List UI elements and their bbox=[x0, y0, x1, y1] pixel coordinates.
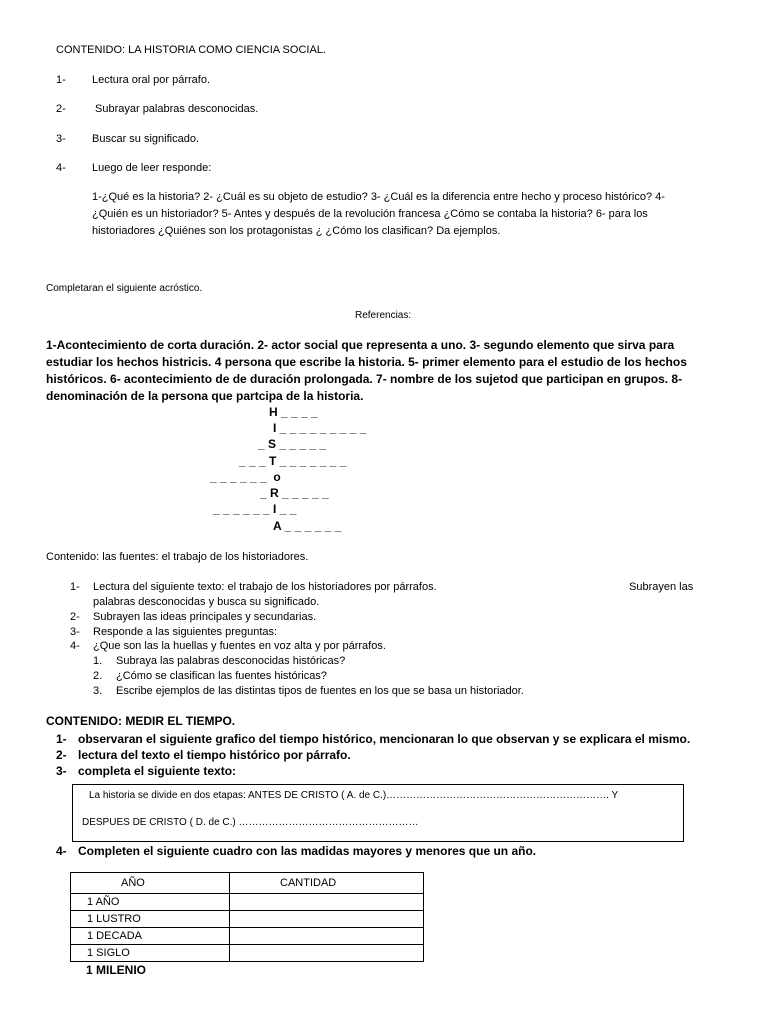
list-item: Completen el siguiente cuadro con las madidas mayores y menores que un año. bbox=[78, 844, 537, 858]
list-item: Luego de leer responde: bbox=[92, 162, 212, 174]
acrostic-row-i: I _ _ _ _ _ _ _ _ _ bbox=[273, 421, 367, 435]
sublist-item: ¿Cómo se clasifican las fuentes históricas? bbox=[116, 670, 327, 682]
sublist-number: 3. bbox=[93, 685, 103, 697]
reference-line: históricos. 6- acontecimiento de de duración prolongada. 7- nombre de los sujetod que participan en grupos. 8- bbox=[46, 372, 683, 386]
list-number: 1- bbox=[56, 732, 67, 746]
list-number: 2- bbox=[56, 103, 66, 115]
time-measures-table bbox=[70, 872, 424, 962]
list-number: 1- bbox=[70, 581, 80, 593]
table-cell-amount[interactable] bbox=[230, 894, 424, 911]
table-header-ano: AÑO bbox=[71, 873, 230, 894]
question-line: historiadores ¿Quiénes son los protagonistas ¿ ¿Cómo los clasifican? Da ejemplos. bbox=[92, 225, 501, 237]
section-title-fuentes: Contenido: las fuentes: el trabajo de los historiadores. bbox=[46, 551, 309, 563]
question-line: ¿Quién es un historiador? 5- Antes y después de la revolución francesa ¿Cómo se contaba la historia? 6- para los bbox=[92, 208, 648, 220]
list-number: 2- bbox=[56, 748, 67, 762]
list-item: Lectura oral por párrafo. bbox=[92, 74, 211, 86]
list-item: lectura del texto el tiempo histórico por párrafo. bbox=[78, 748, 351, 762]
section-title-historia: CONTENIDO: LA HISTORIA COMO CIENCIA SOCIAL. bbox=[56, 44, 326, 56]
table-cell-amount[interactable] bbox=[230, 911, 424, 928]
acrostic-row-h: H _ _ _ _ bbox=[269, 405, 318, 419]
list-item: Lectura del siguiente texto: el trabajo de los historiadores por párrafos. bbox=[93, 581, 437, 593]
list-item: Responde a las siguientes preguntas: bbox=[93, 626, 278, 638]
acrostic-row-i2: _ _ _ _ _ _ I _ _ bbox=[213, 502, 297, 516]
table-extra-milenio: 1 MILENIO bbox=[86, 963, 147, 977]
acrostic-row-s: _ S _ _ _ _ _ bbox=[258, 437, 327, 451]
list-number: 4- bbox=[70, 640, 80, 652]
list-number: 3- bbox=[56, 764, 67, 778]
sublist-number: 1. bbox=[93, 655, 103, 667]
list-item: completa el siguiente texto: bbox=[78, 764, 237, 778]
reference-line: 1-Acontecimiento de corta duración. 2- actor social que representa a uno. 3- segundo elemento que sirva para bbox=[46, 338, 675, 352]
sublist-item: Escribe ejemplos de las distintas tipos de fuentes en los que se basa un historiador. bbox=[116, 685, 524, 697]
table-row bbox=[71, 911, 424, 928]
question-line: 1-¿Qué es la historia? 2- ¿Cuál es su objeto de estudio? 3- ¿Cuál es la diferencia entre hecho y proceso histórico? 4- bbox=[92, 191, 665, 203]
list-number: 1- bbox=[56, 74, 66, 86]
list-item-cont: palabras desconocidas y busca su significado. bbox=[93, 596, 320, 608]
completion-line-1: La historia se divide en dos etapas: ANTES DE CRISTO ( A. de C.)…………………………………………………………. Y bbox=[89, 790, 619, 801]
table-cell-unit: 1 AÑO bbox=[71, 894, 230, 911]
list-item: Subrayen las ideas principales y secundarias. bbox=[93, 611, 317, 623]
table-row bbox=[71, 945, 424, 962]
list-number: 4- bbox=[56, 162, 66, 174]
list-item: ¿Que son las la huellas y fuentes en voz alta y por párrafos. bbox=[93, 640, 386, 652]
table-cell-unit: 1 LUSTRO bbox=[71, 911, 230, 928]
section-title-tiempo: CONTENIDO: MEDIR EL TIEMPO. bbox=[46, 714, 236, 728]
list-item: observaran el siguiente grafico del tiempo histórico, mencionaran lo que observan y se explicara el mismo. bbox=[78, 732, 691, 746]
list-number: 2- bbox=[70, 611, 80, 623]
list-item: Subrayar palabras desconocidas. bbox=[95, 103, 259, 115]
list-item-right: Subrayen las bbox=[629, 581, 694, 593]
table-row bbox=[71, 928, 424, 945]
list-number: 3- bbox=[70, 626, 80, 638]
list-item: Buscar su significado. bbox=[92, 133, 199, 145]
table-header-row bbox=[71, 873, 424, 894]
table-cell-unit: 1 DECADA bbox=[71, 928, 230, 945]
reference-line: denominación de la persona que partcipa de la historia. bbox=[46, 389, 364, 403]
completion-line-2: DESPUES DE CRISTO ( D. de C.) ……………………………………………… bbox=[82, 817, 419, 828]
sublist-number: 2. bbox=[93, 670, 103, 682]
table-cell-amount[interactable] bbox=[230, 928, 424, 945]
table-cell-unit: 1 SIGLO bbox=[71, 945, 230, 962]
reference-line: estudiar los hechos histricis. 4 persona que escribe la historia. 5- primer elemento para el estudio de los hechos bbox=[46, 355, 687, 369]
table-header-cantidad: CANTIDAD bbox=[230, 873, 424, 894]
list-number: 3- bbox=[56, 133, 66, 145]
acrostic-row-a: A _ _ _ _ _ _ bbox=[273, 519, 342, 533]
acrostic-row-t: _ _ _ T _ _ _ _ _ _ _ bbox=[239, 454, 347, 468]
acrostic-row-r: _ R _ _ _ _ _ bbox=[260, 486, 329, 500]
completion-box bbox=[72, 784, 684, 842]
sublist-item: Subraya las palabras desconocidas históricas? bbox=[116, 655, 346, 667]
acrostic-row-o: _ _ _ _ _ _ o bbox=[210, 470, 281, 484]
table-row bbox=[71, 894, 424, 911]
acrostic-intro: Completaran el siguiente acróstico. bbox=[46, 283, 203, 294]
list-number: 4- bbox=[56, 844, 67, 858]
references-title: Referencias: bbox=[355, 310, 412, 321]
table-cell-amount[interactable] bbox=[230, 945, 424, 962]
